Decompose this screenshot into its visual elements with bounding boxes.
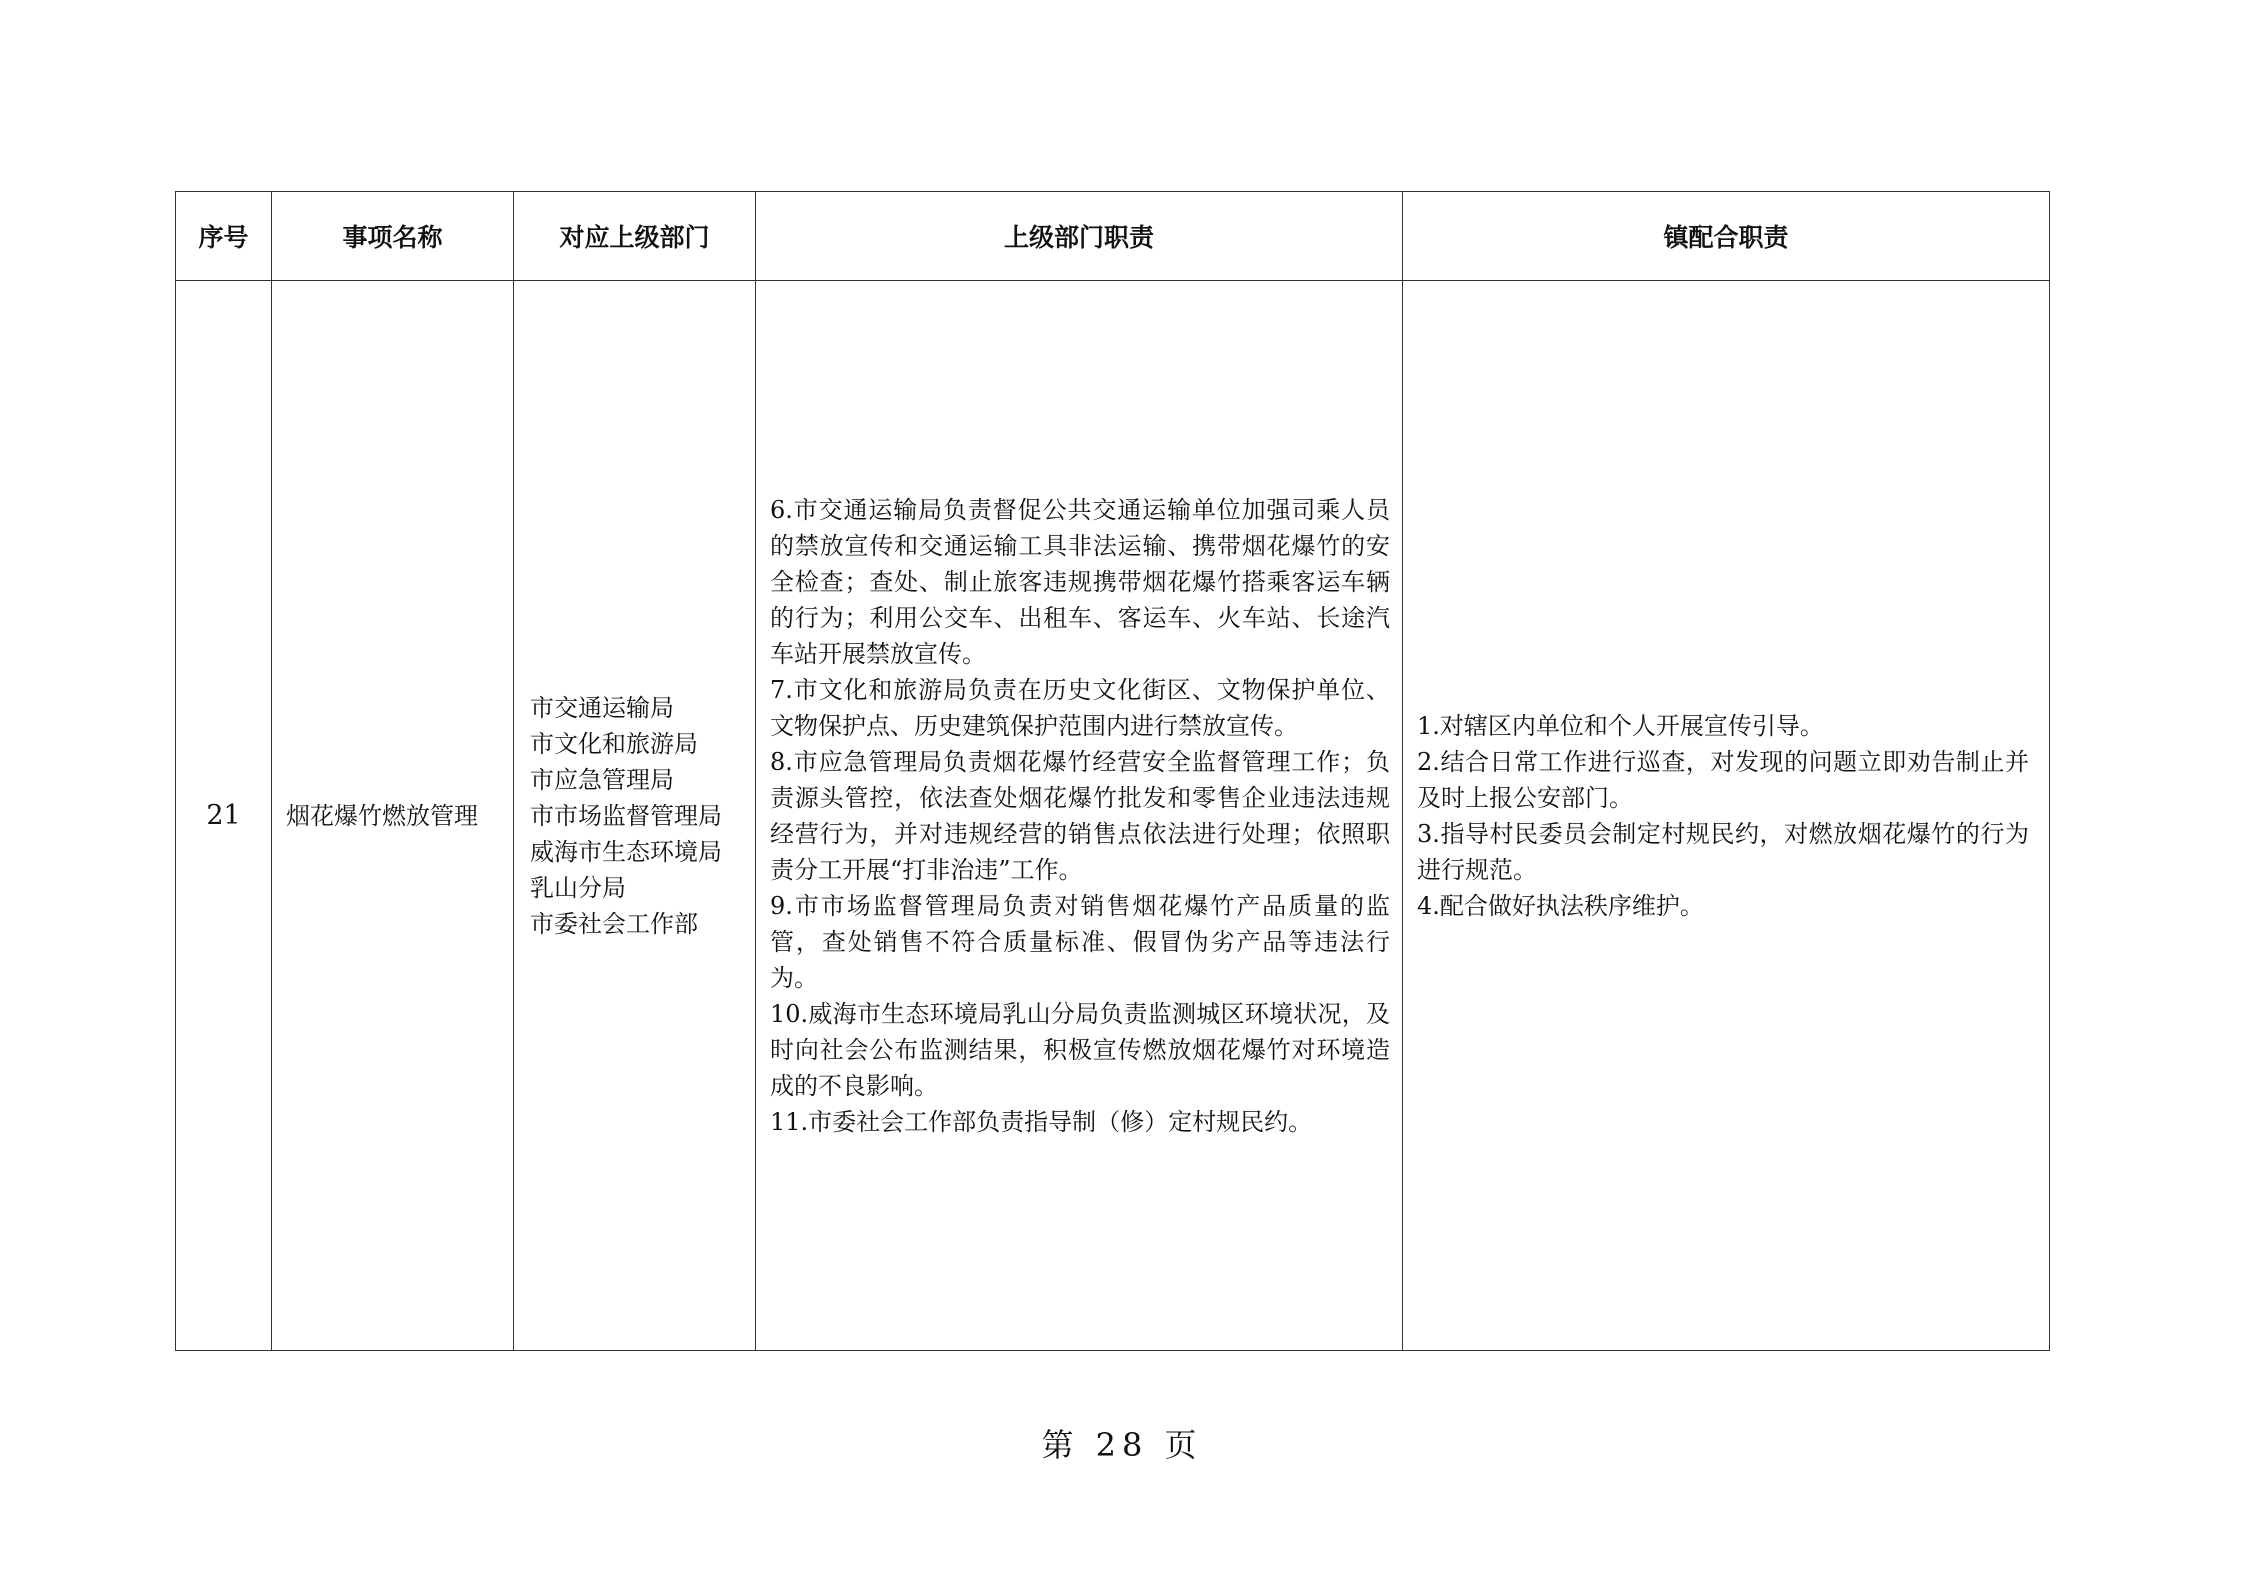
- department-entry: 市交通运输局: [530, 693, 674, 722]
- town-duty-paragraph: 1.对辖区内单位和个人开展宣传引导。: [1417, 711, 1824, 740]
- duty-paragraph: 7.市文化和旅游局负责在历史文化街区、文物保护单位、文物保护点、历史建筑保护范围内进行禁放宣传。: [770, 675, 1390, 740]
- page-number: 第 28 页: [1041, 1426, 1203, 1464]
- cell-superior-duties: [756, 281, 1403, 1351]
- department-entry: 市应急管理局: [530, 765, 674, 794]
- department-entry: 市市场监督管理局: [530, 801, 722, 830]
- table-header: [176, 192, 2050, 281]
- department-entry: 市文化和旅游局: [530, 729, 698, 758]
- duty-paragraph: 6.市交通运输局负责督促公共交通运输单位加强司乘人员的禁放宣传和交通运输工具非法运输、携带烟花爆竹的安全检查；查处、制止旅客违规携带烟花爆竹搭乘客运车辆的行为；利用公交车、出租车、客运车、火车站、长途汽车站开展禁放宣传。: [770, 495, 1390, 668]
- table-row: [176, 281, 2050, 1351]
- header-superior-duties: 上级部门职责: [756, 192, 1403, 281]
- town-duty-paragraph: 4.配合做好执法秩序维护。: [1417, 891, 1704, 920]
- cell-town-duties: [1403, 281, 2050, 1351]
- town-duty-paragraph: 2.结合日常工作进行巡查，对发现的问题立即劝告制止并及时上报公安部门。: [1417, 747, 2029, 812]
- duty-paragraph: 11.市委社会工作部负责指导制（修）定村规民约。: [770, 1107, 1313, 1136]
- header-superior-department: 对应上级部门: [514, 192, 756, 281]
- cell-serial-number: 21: [176, 281, 272, 1351]
- table-body: [176, 281, 2050, 1351]
- duty-paragraph: 8.市应急管理局负责烟花爆竹经营安全监督管理工作；负责源头管控，依法查处烟花爆竹批发和零售企业违法违规经营行为，并对违规经营的销售点依法进行处理；依照职责分工开展“打非治违”工作。: [770, 747, 1390, 884]
- cell-departments: [514, 281, 756, 1351]
- header-row: [176, 192, 2050, 281]
- responsibility-table: [175, 191, 2050, 1351]
- header-town-duties: 镇配合职责: [1403, 192, 2050, 281]
- department-entry: 威海市生态环境局乳山分局: [530, 837, 722, 902]
- header-serial-number: 序号: [176, 192, 272, 281]
- cell-item-name: 烟花爆竹燃放管理: [272, 281, 514, 1351]
- duty-paragraph: 9.市市场监督管理局负责对销售烟花爆竹产品质量的监管，查处销售不符合质量标准、假冒伪劣产品等违法行为。: [770, 891, 1390, 992]
- header-item-name: 事项名称: [272, 192, 514, 281]
- duty-paragraph: 10.威海市生态环境局乳山分局负责监测城区环境状况，及时向社会公布监测结果，积极宣传燃放烟花爆竹对环境造成的不良影响。: [770, 999, 1390, 1100]
- town-duty-paragraph: 3.指导村民委员会制定村规民约，对燃放烟花爆竹的行为进行规范。: [1417, 819, 2029, 884]
- department-entry: 市委社会工作部: [530, 909, 698, 938]
